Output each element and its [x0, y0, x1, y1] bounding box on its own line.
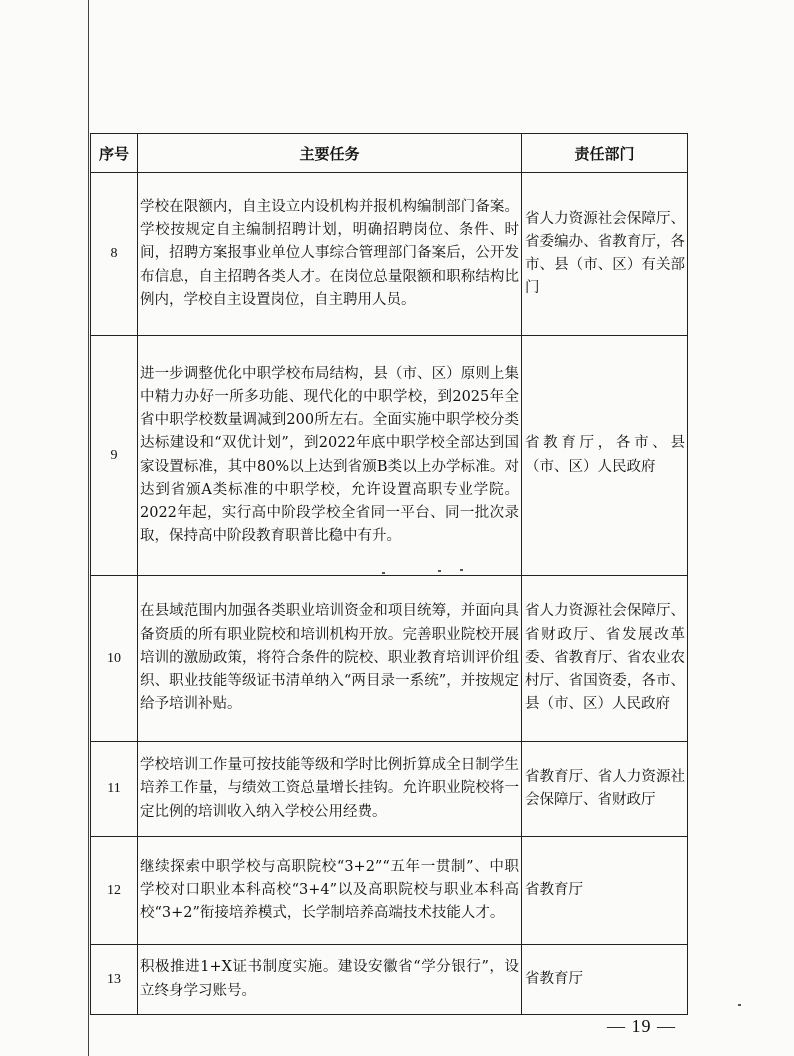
row-number: 12	[91, 837, 138, 945]
row-number: 10	[91, 576, 138, 742]
header-num: 序号	[91, 134, 138, 173]
row-number: 13	[91, 945, 138, 1015]
table-row	[91, 336, 688, 576]
binding-margin-line	[88, 0, 89, 1056]
header-task: 主要任务	[138, 134, 522, 173]
task-table	[90, 133, 688, 1015]
row-dept: 省人力资源社会保障厅、省委编办、省教育厅，各市、县（市、区）有关部门	[522, 173, 688, 336]
row-number: 9	[91, 336, 138, 576]
scan-speck	[460, 569, 463, 571]
row-task: 积极推进1+X证书制度实施。建设安徽省“学分银行”，设立终身学习账号。	[138, 945, 522, 1015]
table-row	[91, 837, 688, 945]
table-row	[91, 945, 688, 1015]
table-row	[91, 742, 688, 837]
row-task: 继续探索中职学校与高职院校“3+2”“五年一贯制”、中职学校对口职业本科高校“3+4”以及高职院校与职业本科高校“3+2”衔接培养模式，长学制培养高端技术技能人才。	[138, 837, 522, 945]
scan-speck	[438, 570, 441, 572]
row-number: 8	[91, 173, 138, 336]
row-task: 进一步调整优化中职学校布局结构，县（市、区）原则上集中精力办好一所多功能、现代化的中职学校，到2025年全省中职学校数量调减到200所左右。全面实施中职学校分类达标建设和“双优计划”，到2022年底中职学校全部达到国家设置标准，其中80%以上达到省颁B类以上办学标准。对达到省颁A类标准的中职学校，允许设置高职专业学院。2022年起，实行高中阶段学校全省同一平台、同一批次录取，保持高中阶段教育职普比稳中有升。	[138, 336, 522, 576]
row-task: 学校培训工作量可按技能等级和学时比例折算成全日制学生培养工作量，与绩效工资总量增长挂钩。允许职业院校将一定比例的培训收入纳入学校公用经费。	[138, 742, 522, 837]
table-row	[91, 576, 688, 742]
row-task: 学校在限额内，自主设立内设机构并报机构编制部门备案。学校按规定自主编制招聘计划，明确招聘岗位、条件、时间，招聘方案报事业单位人事综合管理部门备案后，公开发布信息，自主招聘各类人才。在岗位总量限额和职称结构比例内，学校自主设置岗位，自主聘用人员。	[138, 173, 522, 336]
row-dept: 省教育厅、省人力资源社会保障厅、省财政厅	[522, 742, 688, 837]
table-row	[91, 173, 688, 336]
table-header-row	[91, 134, 688, 173]
row-dept: 省教育厅	[522, 837, 688, 945]
row-dept: 省教育厅，各市、县（市、区）人民政府	[522, 336, 688, 576]
row-task: 在县域范围内加强各类职业培训资金和项目统筹，并面向具备资质的所有职业院校和培训机构开放。完善职业院校开展培训的激励政策，将符合条件的院校、职业教育培训评价组织、职业技能等级证书清单纳入“两目录一系统”，并按规定给予培训补贴。	[138, 576, 522, 742]
header-dept: 责任部门	[522, 134, 688, 173]
row-dept: 省人力资源社会保障厅、省财政厅、省发展改革委、省教育厅、省农业农村厅、省国资委，各市、县（市、区）人民政府	[522, 576, 688, 742]
row-number: 11	[91, 742, 138, 837]
row-dept: 省教育厅	[522, 945, 688, 1015]
scan-speck	[738, 1004, 741, 1006]
scan-speck	[382, 572, 385, 574]
page-number: — 19 —	[607, 1016, 676, 1036]
